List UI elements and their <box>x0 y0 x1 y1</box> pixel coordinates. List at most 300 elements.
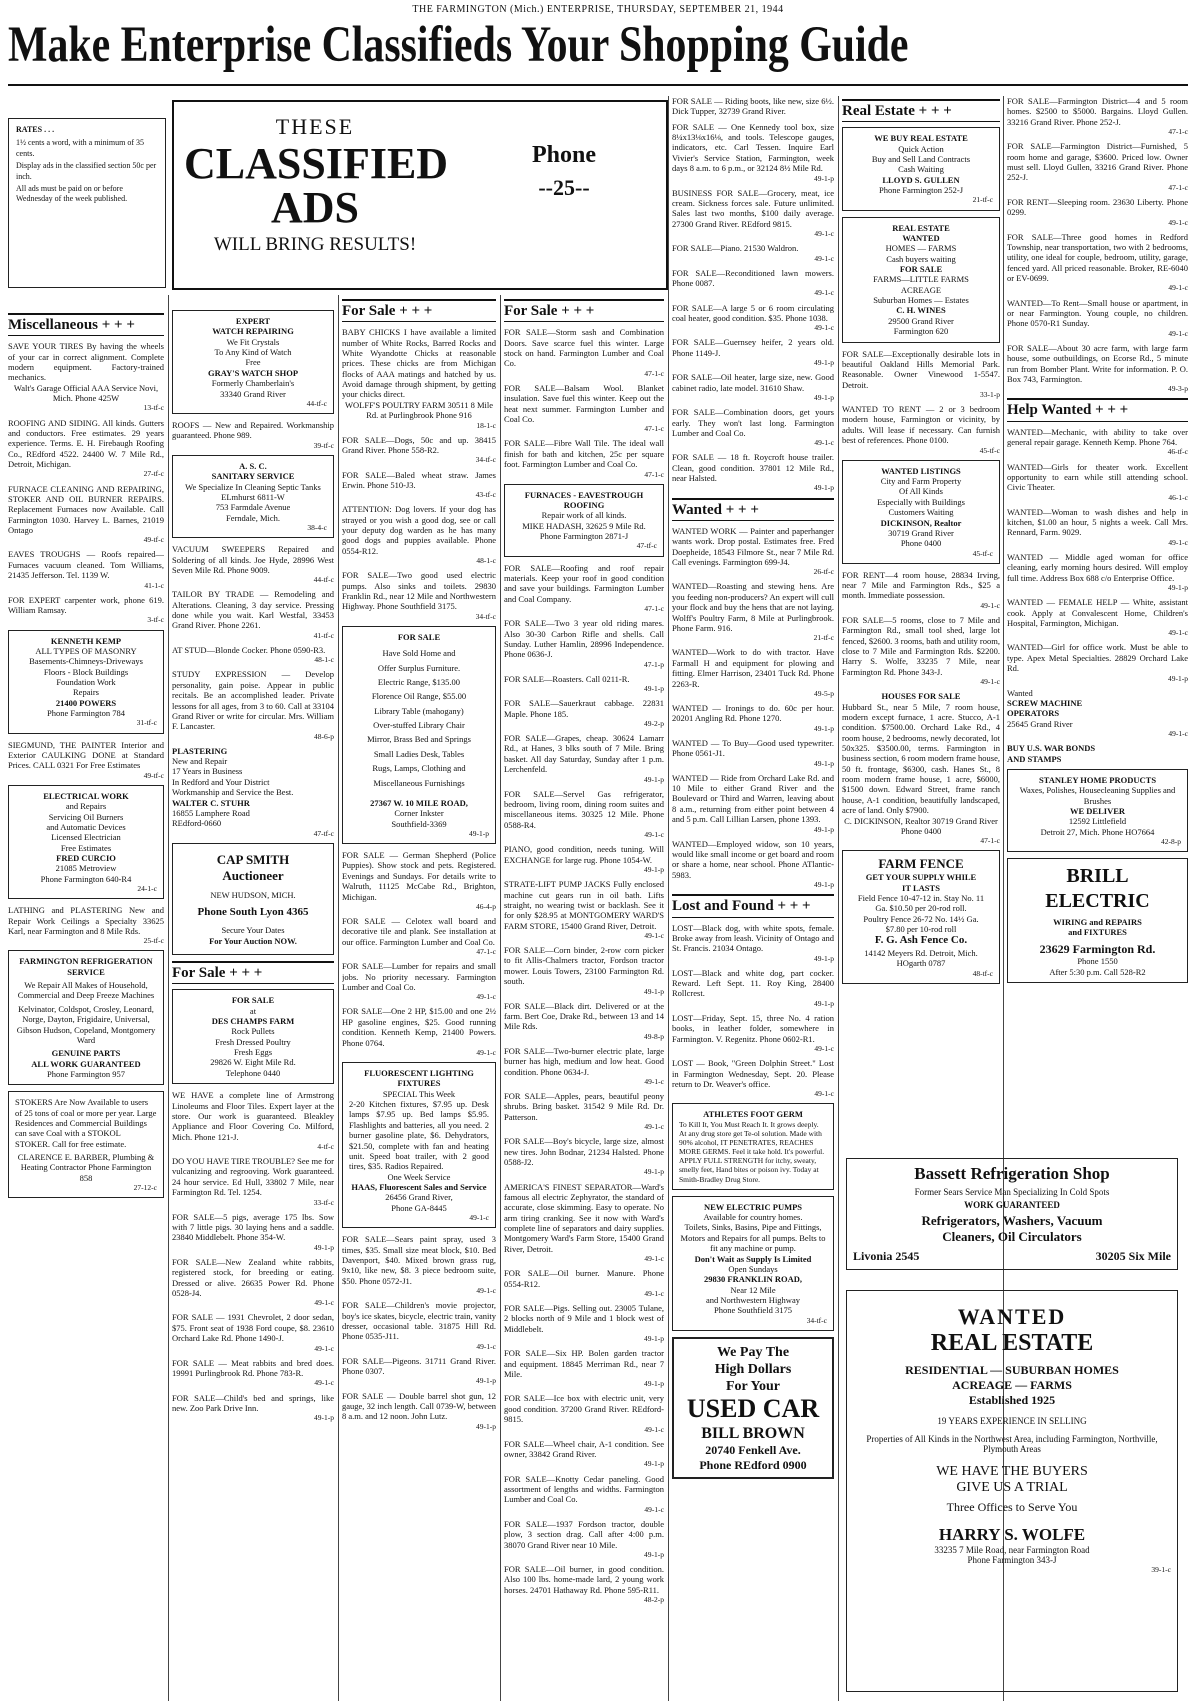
ad-text: FOR SALE—Sauerkraut cabbage. 22831 Maple. Phone 185. <box>504 698 664 719</box>
ad-code: 49-1-c <box>644 1288 664 1298</box>
ad-line: ACREAGE — FARMS <box>952 1378 1072 1392</box>
ad-line: ALL WORK GUARANTEED <box>31 1058 141 1069</box>
ad-code: 48-2-p <box>644 1595 664 1605</box>
classified-ad <box>672 1058 834 1098</box>
ad-line: WE HAVE THE BUYERS <box>936 1464 1088 1479</box>
ad-line: PLASTERING <box>172 745 228 756</box>
ad-text: WANTED—Mechanic, with ability to take over general repair garage. Kenneth Kemp. Phone 764. <box>1007 426 1188 448</box>
ad-line: SCREW MACHINE <box>1007 698 1083 708</box>
folio: THE FARMINGTON (Mich.) ENTERPRISE, THURSDAY, SEPTEMBER 21, 1944 <box>412 4 784 15</box>
ad-text: ROOFS — New and Repaired. Workmanship guaranteed. Phone 989. <box>172 420 334 441</box>
ad-line: 29500 Grand River <box>888 315 954 326</box>
classified-ad <box>672 526 834 577</box>
ad-text: STRATE-LIFT PUMP JACKS Fully enclosed machine cut gears run in oil bath. Lifts straight, no wearing twist or backlash. See it for only $28.95 at MONTGOMERY WARD'S FARM STORE, 15400 Grand River, Detroit. <box>504 879 664 931</box>
ad-line: Small Ladies Desk, Tables <box>373 748 465 759</box>
ad-text: FOR SALE—One 2 HP, $15.00 and one 2½ HP gasoline engines, $25. Good running condition. Kenneth Kemp, 21400 Powers. Phone 0764. <box>342 1006 496 1048</box>
ad-text: FOR RENT—Sleeping room. 23630 Liberty. Phone 0299. <box>1007 196 1188 218</box>
ad-line: Offer Surplus Furniture. <box>377 662 461 673</box>
ad-code: 49-1-p <box>314 1242 334 1252</box>
ad-code: 49-1-p <box>644 1334 664 1344</box>
ad-text: FOR SALE—Storm sash and Combination Doors. Save scarce fuel this winter. Large stock on hand. Farmington Lumber and Coal Co. <box>504 327 664 369</box>
ad-line: Detroit 27, Mich. Phone HO7664 <box>1040 826 1155 837</box>
ad-line: BUY U.S. WAR BONDS <box>1007 743 1096 754</box>
classified-ad <box>1007 343 1188 394</box>
ad-code: 49-1-p <box>644 986 664 996</box>
houses-for-sale-ad <box>842 691 1000 845</box>
ad-line: at <box>249 1005 257 1016</box>
ad-line: Workmanship and Service the Best. <box>172 787 294 798</box>
column-rule <box>838 96 839 1701</box>
ad-line: We Fit Crystals <box>226 336 280 347</box>
war-bonds-ad <box>1007 743 1188 764</box>
ad-code: 49-1-p <box>644 684 664 694</box>
ad-code: 49-1-p <box>814 723 834 733</box>
section-heading-real-estate: Real Estate + + + <box>842 99 1000 122</box>
ad-line: ROOFING <box>563 500 605 511</box>
ad-line: Free Estimates <box>60 842 112 853</box>
ad-text: FOR SALE—Pigs. Selling out. 23005 Tulane, 2 blocks north of 9 Mile and 1 block west of Middlebelt. <box>504 1303 664 1334</box>
ad-code: 48-6-p <box>314 731 334 741</box>
lathing-ad <box>8 905 164 945</box>
classified-ad <box>842 615 1000 686</box>
classified-ad <box>504 1182 664 1264</box>
classified-ad <box>504 698 664 728</box>
classified-ad <box>342 570 496 621</box>
ad-line: We Specialize In Cleaning Septic Tanks <box>185 481 321 492</box>
ad-line: WE BUY REAL ESTATE <box>874 133 968 144</box>
surplus-furniture-ad <box>342 626 496 844</box>
ad-text: FOR SALE—About 30 acre farm, with large farm house, some outbuildings, on Ecorse Rd., 5 minute run from Bomber Plant. Write for information. P. O. Box 743, Farmington. <box>1007 342 1188 384</box>
ad-text: FOR SALE—Three good homes in Redford Township, near transportation, two with 2 bedrooms, utility, one ideal for couple, bedroom, utility, garage, fenced yard. All priced reasonable. Broker, RE-6040 or EV-0699. <box>1007 231 1188 284</box>
ad-line: Over-stuffed Library Chair <box>373 720 465 731</box>
ad-line: Cash Waiting <box>898 164 944 175</box>
sanitary-service-ad <box>172 455 334 538</box>
ad-code: 49-1-p <box>1168 673 1188 683</box>
ad-line: ALL TYPES OF MASONRY <box>35 645 137 656</box>
ad-code: 3-tf-c <box>147 615 164 625</box>
ad-text: TAILOR BY TRADE — Remodeling and Alterations. Cleaning, 3 day service. Pressing done while you wait. Karl Westfal, 33453 Grand River. Phone 2261. <box>172 589 334 631</box>
classified-ad <box>1007 597 1188 637</box>
classified-ad <box>172 1090 334 1151</box>
ad-line: 30719 Grand River <box>888 527 954 538</box>
ad-code: 47-1-c <box>644 424 664 434</box>
ad-code: 49-1-c <box>814 288 834 298</box>
ad-text: WANTED TO RENT — 2 or 3 bedroom modern house, Farmington or vicinity, by adults. Will lease if necessary. Can furnish best of references. Phone 0100. <box>842 404 1000 446</box>
classified-ad <box>672 738 834 768</box>
ad-code: 49-1-c <box>1168 217 1188 227</box>
ad-line: Available for country homes. <box>703 1212 803 1223</box>
ad-line: Suburban Homes — Estates <box>873 295 969 306</box>
ad-code: 49-1-c <box>644 1424 664 1434</box>
classified-ad <box>672 407 834 447</box>
ad-code: 47-1-c <box>644 469 664 479</box>
classified-ad <box>342 327 496 429</box>
ad-code: 34-tf-c <box>806 1315 827 1325</box>
ad-line: 2-20 Kitchen fixtures, $7.95 up. Desk lamps $7.95 up. Bed lamps $5.95. Flashlights and batteries, all you need. 2 burner gasoline plate, $6. Dehydrators, $21.50, complete with fan and heating unit. Speed boat trailer, with 2 good tires, $35. Radios Repaired. <box>349 1099 489 1172</box>
ad-line: For Your <box>725 1379 781 1394</box>
classified-ad <box>172 1156 334 1207</box>
ad-line: GRAY'S WATCH SHOP <box>207 367 299 378</box>
ad-text: FOR SALE — Meat rabbits and bred does. 19991 Purlingbrook Rd. Phone 783-R. <box>172 1357 334 1379</box>
ad-line: HOgarth 0787 <box>896 958 946 969</box>
vacuum-ad <box>172 544 334 584</box>
ad-line: Poultry Fence 26-72 No. 14½ Ga. <box>863 913 979 924</box>
ad-line: Waxes, Polishes, Housecleaning Supplies and Brushes <box>1019 785 1176 806</box>
column-3 <box>342 296 496 1700</box>
hero-ads: ADS <box>270 183 360 232</box>
classified-ad <box>842 404 1000 455</box>
ad-line: 26456 Grand River, <box>385 1192 453 1203</box>
ad-line: For Your Auction NOW. <box>209 935 297 946</box>
section-heading-for-sale: For Sale + + + <box>342 299 496 322</box>
ad-code: 47-1-c <box>1168 182 1188 192</box>
classified-ad <box>342 961 496 1001</box>
ad-line: BILL BROWN <box>701 1424 805 1442</box>
ad-code: 49-1-c <box>814 253 834 263</box>
ad-line: WALTER C. STUHR <box>172 797 250 808</box>
ad-line: Servicing Oil Burners <box>48 811 124 822</box>
ad-text: FOR SALE — Double barrel shot gun, 12 gauge, 32 inch length. Call 0739-W, between 8 a.m. and 12 noon. John Lutz. <box>342 1390 496 1422</box>
ad-text: BABY CHICKS I have available a limited number of White Rocks, Barred Rocks and White Wyandotte Chicks at reasonable prices. These chicks are from Michigan flocks of AAA matings and hatched by us. Avoid damage through shipment, by getting your chicks direct. <box>342 327 496 400</box>
ad-text: FOR SALE—Two-burner electric plate, large burner has high, medium and low heat. Good condition. Phone 0634-J. <box>504 1045 664 1077</box>
ad-line: FOR SALE <box>899 264 943 275</box>
fluorescent-fixtures-ad <box>342 1062 496 1228</box>
ad-text: FOR SALE—Fibre Wall Tile. The ideal wall finish for bath and kitchen, 25c per square foot. Farmington Lumber and Coal Co. <box>504 438 664 470</box>
classified-ad <box>672 581 834 642</box>
ad-code: 31-tf-c <box>136 718 157 728</box>
harry-wolfe-real-estate-ad <box>846 1290 1178 1692</box>
ad-text: EAVES TROUGHS — Roofs repaired—Furnaces vacuum cleaned. Tom Williams, 21435 Jefferson. Tel. 1139 W. <box>8 549 164 581</box>
classified-ad <box>504 1268 664 1298</box>
ad-text: FOR SALE—Lumber for repairs and small jobs. No priority necessary. Farmington Lumber and Coal Co. <box>342 961 496 992</box>
classified-ad <box>8 484 164 545</box>
classified-ad <box>1007 642 1188 682</box>
ad-text: WANTED—Work to do with tractor. Have Farmall H and equipment for plowing and fitting. Elmer Harrison, 23401 Tuck Rd. Phone 2263-R. <box>672 647 834 689</box>
ad-signature: C. DICKINSON, Realtor 30719 Grand River Phone 0400 <box>844 815 998 836</box>
used-car-ad <box>672 1337 834 1480</box>
classified-ad <box>504 1136 664 1176</box>
ad-code: 49-1-c <box>1168 537 1188 547</box>
hero-will: WILL BRING RESULTS! <box>213 234 417 255</box>
ad-line: HAAS, Fluorescent Sales and Service <box>351 1181 487 1192</box>
ad-line: and FIXTURES <box>1068 927 1127 938</box>
ad-text: FOR SALE—New Zealand white rabbits, registered stock, for breeding or eating. Dressed or alive. 26635 Power Rd. Phone 0528-J4. <box>172 1256 334 1298</box>
ad-code: 18-1-c <box>476 420 496 430</box>
ad-line: Phone South Lyon 4365 <box>197 905 309 918</box>
ad-code: 49-1-p <box>644 1459 664 1469</box>
classified-ad <box>672 96 834 117</box>
ad-text: STOKERS Are Now Available to users of 25 tons of coal or more per year. Large Residences and Commercial Buildings can save Coal with a STOKOL STOKER. Call for free estimate. <box>15 1097 157 1149</box>
ad-text: Hubbard St., near 5 Mile, 7 room house, modern except furnace, 1 acre. Stucco, A-1 condition. $7500.00. Orchard Lake Rd., 4 room house, 2 bedrooms, newly decorated, lot 50x325. $3500.00, terms. Farmington in business section, 6 room modern frame house, 50 ft. frontage, $6300, cash. Hanes St., 8 room modern frame house, 1 acre, $6000, $1500 down. Edward Street, frame ranch house, A-1 condition, beautifully landscaped, acre of land. Only $7900. <box>842 701 1000 816</box>
ad-line: GIVE US A TRIAL <box>956 1480 1068 1495</box>
ad-code: 49-1-p <box>644 1379 664 1389</box>
ad-line: Phone Southfield 3175 <box>714 1305 792 1316</box>
ad-code: 47-1-c <box>1168 127 1188 137</box>
ad-line: HOUSES FOR SALE <box>881 691 961 702</box>
classified-ad <box>672 268 834 298</box>
column-rule <box>168 295 169 1701</box>
ad-line: Repairs <box>73 687 99 698</box>
ad-text: WANTED — Ironings to do. 60c per hour. 20201 Angling Rd. Phone 1270. <box>672 703 834 724</box>
electrical-ad <box>8 785 164 899</box>
ad-line: Ferndale, Mich. <box>225 512 281 523</box>
ad-text: WANTED—Girl for office work. Must be able to type. Apex Metal Specialties. 28829 Orchard Lake Rd. <box>1007 642 1188 674</box>
ad-text: FOR SALE—Piano. 21530 Waldron. <box>672 243 799 254</box>
plastering-ad <box>172 746 334 838</box>
ad-line: FOR SALE <box>231 995 275 1006</box>
classified-ad <box>342 470 496 500</box>
ad-line: Library Table (mahogany) <box>374 705 464 716</box>
ad-line: After 5:30 p.m. Call 528-R2 <box>1049 966 1146 977</box>
classified-ad <box>504 879 664 940</box>
ad-code: 49-1-c <box>476 1286 496 1295</box>
classified-ad <box>672 703 834 733</box>
ad-text: FOR SALE—Exceptionally desirable lots in beautiful Oakland Hills Memorial Park. Reasonable. Owner Vinewood 1-5547. Detroit. <box>842 348 1000 390</box>
ad-text: FOR SALE—Child's bed and springs, like new. Zoo Park Drive Inn. <box>172 1392 334 1413</box>
ad-code: 49-1-c <box>644 930 664 940</box>
ad-line: EXPERT <box>235 316 271 326</box>
ad-code: 34-tf-c <box>475 455 496 465</box>
ad-line: Buy and Sell Land Contracts <box>871 154 971 165</box>
ad-line: WE DELIVER <box>1069 806 1126 817</box>
ad-code: 49-1-p <box>644 1549 664 1559</box>
ad-code: 4-tf-c <box>317 1141 334 1151</box>
classified-ad <box>342 1356 496 1386</box>
page-banner: Make Enterprise Classifieds Your Shopping Guide <box>8 17 909 73</box>
ad-code: 49-1-p <box>814 758 834 768</box>
ad-line: SPECIAL This Week <box>382 1088 456 1099</box>
watch-repair-ad <box>172 310 334 414</box>
ad-line: Livonia 2545 <box>853 1249 920 1263</box>
ad-code: 48-1-c <box>476 556 496 566</box>
ad-line: 29830 FRANKLIN ROAD, <box>704 1274 802 1285</box>
ad-code: 49-tf-c <box>143 770 164 780</box>
classified-ad <box>504 563 664 614</box>
refrigeration-service-ad <box>8 950 164 1085</box>
study-expression-ad <box>172 669 334 740</box>
ad-line: Farmington 620 <box>893 326 949 337</box>
ad-code: 49-1-p <box>644 1167 664 1177</box>
ad-code: 38-4-c <box>307 523 327 533</box>
hero-phone-label: Phone <box>531 142 596 168</box>
classified-ad <box>504 1519 664 1559</box>
rates-line: 1½ cents a word, with a minimum of 35 cents. <box>16 138 144 158</box>
ad-line: Wanted <box>1007 687 1033 698</box>
ad-code: 49-1-c <box>476 1341 496 1351</box>
classified-ad <box>672 647 834 698</box>
ad-text: FOR SALE—Balsam Wool. Blanket insulation. Save fuel this winter. Keep out the heat next summer. Farmington Lumber and Coal Co. <box>504 382 664 424</box>
ad-code: 44-tf-c <box>306 398 327 408</box>
ad-code: 49-1-p <box>644 865 664 874</box>
ad-code: 25-tf-c <box>143 936 164 946</box>
ad-line: 27367 W. 10 MILE ROAD, <box>370 797 468 808</box>
classified-ad <box>842 570 1000 610</box>
classified-ad <box>172 1257 334 1308</box>
classified-ad <box>8 595 164 625</box>
ad-code: 49-1-c <box>814 323 834 333</box>
ad-text: FOR SALE—Baled wheat straw. James Erwin. Phone 510-J3. <box>342 469 496 490</box>
ad-code: 21-tf-c <box>813 633 834 643</box>
ad-text: ATTENTION: Dog lovers. If your dog has strayed or you wish a good dog, see or call your deputy dog warden as he has many good dogs and puppies available. Phone 0554-R12. <box>342 504 496 556</box>
classified-ad <box>504 1091 664 1131</box>
hero-classified: CLASSIFIED <box>184 139 449 188</box>
ad-text: FOR SALE—Guernsey heifer, 2 years old. Phone 1149-J. <box>672 337 834 358</box>
column-rule <box>338 295 339 1701</box>
ad-text: FOR SALE — One Kennedy tool box, size 8¼x13⅛x16⅛, and tools. Telescope gauges, indicators, etc. Carl Tessen. Inquire Earl Vivier's Service Station, Farmington, week days 8 a.m. to 6 p.m., or 32124 8½ Mile Rd. <box>672 121 834 174</box>
ad-line: Telephone 0440 <box>225 1067 281 1078</box>
ad-line: ELECTRICAL WORK <box>43 790 129 801</box>
ad-code: 49-1-c <box>314 1378 334 1388</box>
ad-code: 45-tf-c <box>979 445 1000 455</box>
ad-line: City and Farm Property <box>880 476 962 487</box>
classified-ad <box>1007 507 1188 547</box>
ad-line: Phone GA-8445 <box>391 1202 447 1213</box>
ad-code: 49-1-c <box>644 1076 664 1086</box>
ad-code: 47-1-c <box>980 836 1000 846</box>
ad-line: OPERATORS <box>1007 708 1060 719</box>
ad-line: F. G. Ash Fence Co. <box>874 934 968 947</box>
ad-code: 48-1-c <box>314 655 334 665</box>
ad-line: Phone Farmington 784 <box>47 708 125 719</box>
bassett-footer <box>853 1249 1171 1264</box>
ad-code: 46-4-p <box>476 901 496 911</box>
ad-text: WANTED — Middle aged woman for office cleaning, early morning hours desired. Will employ full time. Address Box 688 c/o Enterprise Office. <box>1007 551 1188 583</box>
stanley-products-ad <box>1007 769 1188 852</box>
ad-line: Former Sears Service Man Specializing In Cold Spots <box>914 1187 1110 1197</box>
ad-code: 49-1-c <box>644 1122 664 1132</box>
ad-line: FLUORESCENT LIGHTING FIXTURES <box>364 1068 474 1089</box>
ad-text: FOR SALE—Two 3 year old riding mares. Also 30-30 Carbon Rifle and shells. Call Sunday. Luther Hamlin, 28996 Independence. Phone 0636-J. <box>504 618 664 660</box>
classified-ad <box>342 504 496 565</box>
classified-ad <box>1007 141 1188 192</box>
bassett-refrigeration-ad <box>846 1158 1178 1270</box>
ad-line: FARMS—LITTLE FARMS <box>873 274 969 285</box>
ad-text: FOR SALE—Children's movie projector, boy's ice skates, bicycle, electric train, vanity dresser, occasional table. 31875 Hill Rd. Phone 0535-J11. <box>342 1300 496 1342</box>
ad-line: FURNACES - EAVESTROUGH <box>524 489 644 500</box>
ad-line: BRILL <box>1066 865 1129 888</box>
section-heading-lost-and-found: Lost and Found + + + <box>672 894 834 917</box>
classified-ad <box>1007 232 1188 293</box>
ad-line: Refrigerators, Washers, Vacuum <box>921 1213 1103 1228</box>
ad-text: LOST—Black and white dog, part cocker. Reward. Left Sept. 11. Roy King, 28400 Rollcrest. <box>672 967 834 999</box>
rates-title: RATES . . . <box>16 125 55 134</box>
ad-code: 44-tf-c <box>313 575 334 585</box>
ad-text: WANTED—Roasting and stewing hens. Are you feeding non-producers? An expert will cull your flock and buy the hens that are not laying. Wolff's Poultry Farm, 8 Mile at Purlingbrook. Phone Farm. 916. <box>672 581 834 633</box>
ad-code: 49-1-p <box>814 393 834 403</box>
ad-code: 49-1-p <box>314 1413 334 1423</box>
ad-line: WORK GUARANTEED <box>964 1200 1060 1210</box>
ad-text: FOR SALE — 18 ft. Roycroft house trailer. Clean, good condition. 37801 12 Mile Rd., near Halsted. <box>672 452 834 484</box>
classified-ad <box>672 337 834 367</box>
stokers-ad <box>8 1091 164 1198</box>
classified-ad <box>504 674 664 694</box>
ad-text: FOR SALE—Roasters. Call 0211-R. <box>504 673 630 684</box>
banner-rule <box>8 84 1188 86</box>
classified-ad <box>1007 552 1188 592</box>
ad-signature: CLARENCE E. BARBER, Plumbing & Heating Contractor Phone Farmington 858 <box>17 1152 155 1183</box>
classified-ad <box>504 789 664 840</box>
ad-line: 21085 Metroview <box>55 863 117 874</box>
ad-text: DO YOU HAVE TIRE TROUBLE? See me for vulcanizing and regrooving. Work guaranteed. 24 hour service. Ed Hull, 33802 7 Mile, near Farmington Rd. Tel. 1254. <box>172 1156 334 1198</box>
ad-line: HARRY S. WOLFE <box>938 1525 1086 1544</box>
ad-text: WANTED — To Buy—Good used typewriter. Phone 0561-J1. <box>672 737 834 759</box>
ad-code: 41-tf-c <box>313 630 334 640</box>
classified-ad <box>672 372 834 402</box>
ad-text: FOR EXPERT carpenter work, phone 619. William Ramsay. <box>8 594 164 616</box>
classified-ad <box>172 1393 334 1423</box>
classified-ad <box>172 1212 334 1252</box>
ad-line: ATHLETES FOOT GERM <box>703 1109 803 1120</box>
ad-text: WANTED — FEMALE HELP — White, assistant cook. Apply at Convalescent Home, Children's Hospital, Farmington, Michigan. <box>1007 597 1188 628</box>
ad-text: SIEGMUND, THE PAINTER Interior and Exterior CAULKING DONE at Standard Prices. CALL 0321 For Free Estimates <box>8 739 164 771</box>
ad-line: Cleaners, Oil Circulators <box>942 1229 1082 1244</box>
ad-text: FOR SALE—Two good used electric pumps. Also sinks and toilets. 29830 Franklin Rd., near 12 Mile and Northwestern Highway. Phone Southfield 3175. <box>342 570 496 612</box>
ad-text: FOR SALE—Pigeons. 31711 Grand River. Phone 0307. <box>342 1355 496 1377</box>
classified-ad <box>504 1348 664 1388</box>
ad-line: ACREAGE <box>900 284 942 295</box>
ad-code: 49-1-p <box>476 1421 496 1431</box>
ad-line: Floors - Block Buildings <box>43 666 129 677</box>
classified-ad <box>1007 427 1188 457</box>
ad-line: KENNETH KEMP <box>50 635 122 646</box>
ad-line: New and Repair <box>172 756 228 767</box>
ad-line: Phone REdford 0900 <box>699 1457 807 1472</box>
ad-code: 49-1-p <box>814 358 834 368</box>
ad-line: One Week Service <box>387 1171 451 1182</box>
ad-text: To Kill It, You Must Reach It. It grows deeply. At any drug store get Te-ol solution. Made with 90% alcohol, IT PENETRATES, REACHES MORE GERMS. Feel it take hold. It's powerful. APPLY FULL STRENGTH for itchy, sweaty, smelly feet, Hand bites or poison ivy. Today at Smith-Bradley Drug Store. <box>679 1119 825 1184</box>
ad-line: Rock Pullets <box>231 1026 275 1037</box>
ad-text: FOR SALE—Farmington District—Furnished, 5 room home and garage, $3600. Priced low. Owner must sell. Lloyd Gullen, 33216 Grand River. Phone 252-J. <box>1007 141 1188 183</box>
ad-text: FOR SALE—Combination doors, get yours early. They won't last long. Farmington Lumber and Coal Co. <box>672 407 834 438</box>
classified-ad <box>1007 197 1188 227</box>
ad-code: 33-tf-c <box>313 1197 334 1207</box>
ad-line: Don't Wait as Supply Is Limited <box>694 1253 812 1264</box>
ad-text: LOST — Book, "Green Dolphin Street." Lost in Farmington Wednesday, Sept. 20. Please return to Dr. Weaver's office. <box>672 1058 834 1089</box>
ad-code: 49-3-p <box>1168 384 1188 394</box>
ad-code: 39-tf-c <box>313 440 334 450</box>
ad-code: 49-1-c <box>814 229 834 239</box>
ad-line: 25645 Grand River <box>1007 718 1073 729</box>
ad-line: Bassett Refrigeration Shop <box>914 1164 1110 1183</box>
ad-line: Mirror, Brass Bed and Springs <box>367 734 471 745</box>
ad-line: REAL ESTATE <box>892 222 950 233</box>
classified-ad <box>342 916 496 956</box>
ad-line: 753 Farmdale Avenue <box>215 502 291 513</box>
ad-line: 30205 Six Mile <box>1095 1249 1171 1263</box>
classified-ad <box>672 773 834 834</box>
ad-code: 49-1-p <box>814 483 834 493</box>
ad-line: Field Fence 10-47-12 in. Stay No. 11 <box>857 892 985 903</box>
ad-line: and Automatic Devices <box>46 821 126 832</box>
classified-ad <box>172 1312 334 1352</box>
ad-line: A. S. C. <box>239 460 267 471</box>
ad-line: REAL ESTATE <box>930 1330 1094 1356</box>
ad-line: Phone Farmington 2871-J <box>539 531 629 542</box>
ad-line: Rugs, Lamps, Clothing and <box>372 763 466 774</box>
section-heading-for-sale: For Sale + + + <box>504 299 664 322</box>
ad-line: WIRING and REPAIRS <box>1053 917 1142 928</box>
ad-line: 33235 7 Mile Road, near Farmington Road <box>934 1545 1090 1555</box>
rates-line: All ads must be paid on or before Wednesday of the week published. <box>16 183 128 204</box>
ad-code: 49-1-c <box>814 1089 834 1099</box>
column-5 <box>672 96 834 1700</box>
ad-text: WANTED—To Rent—Small house or apartment, in or near Farmington. Young couple, no children. Phone 0570-R1 Sunday. <box>1007 297 1188 329</box>
ad-text: AT STUD—Blonde Cocker. Phone 0590-R3. <box>172 644 326 655</box>
column-rule <box>500 295 501 1701</box>
classified-ad <box>342 1300 496 1351</box>
ad-code: 13-tf-c <box>143 403 164 413</box>
classified-ad <box>1007 298 1188 338</box>
